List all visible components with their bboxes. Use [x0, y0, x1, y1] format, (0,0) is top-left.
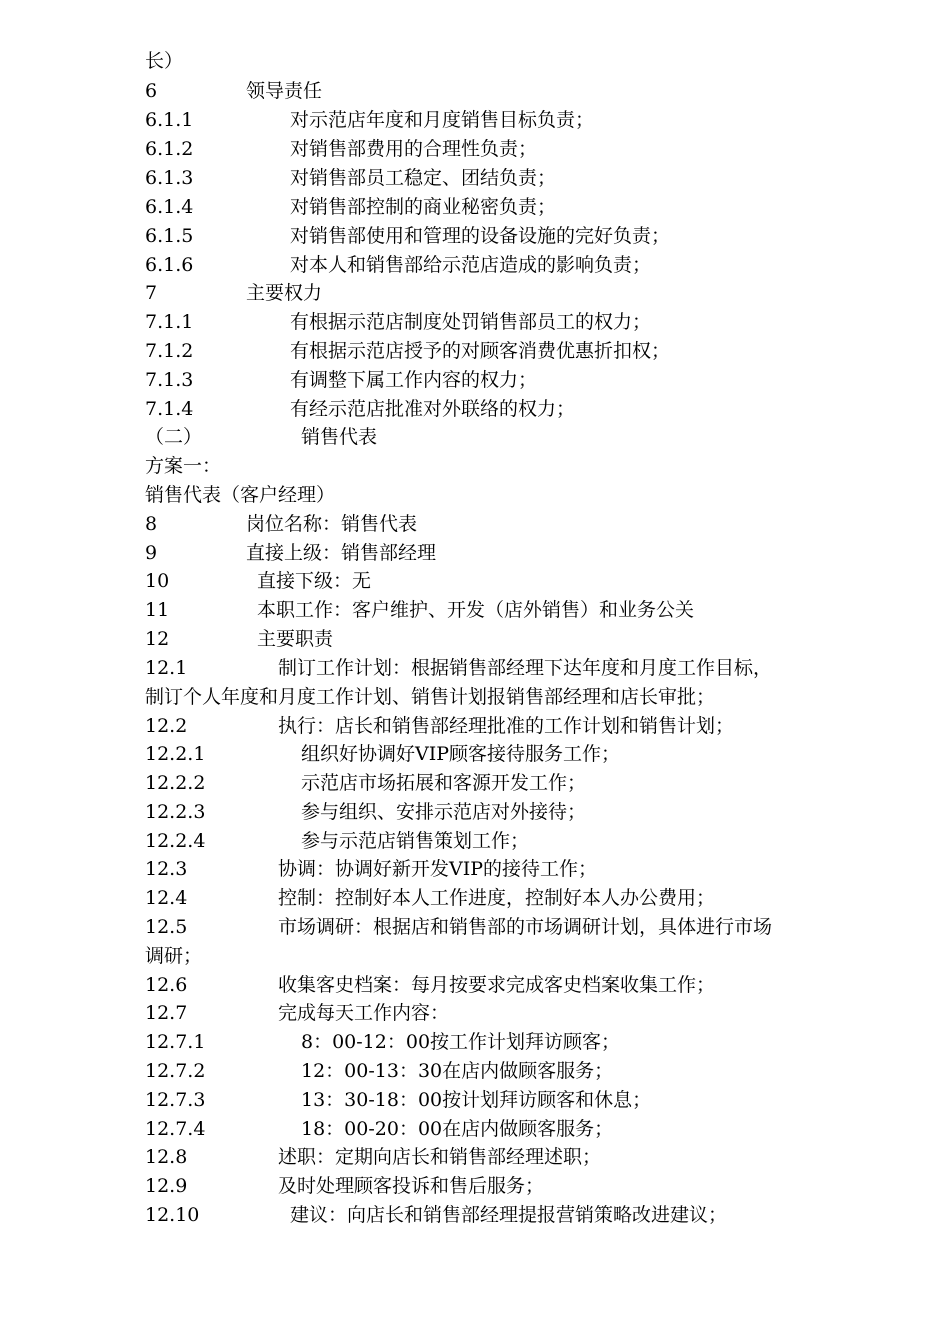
item-text: 13：30-18：00按计划拜访顾客和休息；	[301, 1089, 652, 1111]
item-number: 7.1.3	[145, 369, 194, 391]
item-number: 7.1.1	[145, 311, 194, 333]
subsection-number: （二）	[145, 426, 203, 448]
list-item	[145, 827, 529, 856]
list-item	[145, 106, 594, 135]
plan-label: 方案一：	[145, 455, 222, 477]
section-number: 11	[145, 599, 170, 621]
item-number: 12.2	[145, 715, 188, 737]
line-lead: 长）	[145, 50, 184, 72]
list-item	[145, 337, 670, 366]
item-number: 6.1.5	[145, 225, 194, 247]
item-text: 参与组织、安排示范店对外接待；	[301, 801, 587, 823]
section-heading	[145, 596, 694, 625]
list-item	[145, 1086, 651, 1115]
section-heading	[145, 510, 417, 539]
section-number: 12	[145, 628, 170, 650]
item-number: 6.1.4	[145, 196, 194, 218]
section-heading	[145, 625, 333, 654]
item-text: 示范店市场拓展和客源开发工作；	[301, 772, 587, 794]
list-item	[145, 1143, 601, 1172]
wrapped-text: 制订个人年度和月度工作计划、销售计划报销售部经理和店长审批；	[145, 686, 716, 708]
text-line	[145, 942, 202, 971]
section-title: 主要权力	[246, 282, 323, 304]
subsection-title: 销售代表	[301, 426, 378, 448]
item-number: 12.7	[145, 1002, 188, 1024]
section-title: 直接上级：销售部经理	[246, 542, 437, 564]
item-text: 收集客史档案：每月按要求完成客史档案收集工作；	[278, 974, 716, 996]
section-title: 领导责任	[246, 80, 323, 102]
list-item	[145, 1115, 613, 1144]
list-item	[145, 193, 556, 222]
list-item	[145, 884, 715, 913]
item-text: 对销售部使用和管理的设备设施的完好负责；	[290, 225, 671, 247]
list-item	[145, 222, 670, 251]
text-line	[145, 47, 183, 76]
list-item	[145, 740, 620, 769]
item-text: 对销售部员工稳定、团结负责；	[290, 167, 557, 189]
section-heading	[145, 279, 322, 308]
section-heading	[145, 77, 322, 106]
list-item	[145, 855, 597, 884]
item-text: 组织好协调好VIP顾客接待服务工作；	[301, 743, 621, 765]
item-number: 12.8	[145, 1146, 188, 1168]
section-title: 本职工作：客户维护、开发（店外销售）和业务公关	[257, 599, 695, 621]
wrapped-text: 调研；	[145, 945, 203, 967]
item-text: 控制：控制好本人工作进度，控制好本人办公费用；	[278, 887, 716, 909]
section-number: 8	[145, 513, 158, 535]
item-text: 8：00-12：00按工作计划拜访顾客；	[301, 1031, 621, 1053]
list-item	[145, 1057, 613, 1086]
list-item	[145, 251, 651, 280]
item-text: 对示范店年度和月度销售目标负责；	[290, 109, 595, 131]
item-number: 12.1	[145, 657, 188, 679]
item-number: 6.1.3	[145, 167, 194, 189]
item-text: 有根据示范店制度处罚销售部员工的权力；	[290, 311, 652, 333]
item-text: 对销售部控制的商业秘密负责；	[290, 196, 557, 218]
text-line	[145, 452, 221, 481]
section-title: 直接下级：无	[257, 570, 372, 592]
item-text: 及时处理顾客投诉和售后服务；	[278, 1175, 545, 1197]
list-item	[145, 712, 734, 741]
list-item	[145, 971, 715, 1000]
item-number: 12.7.4	[145, 1118, 206, 1140]
item-text: 对本人和销售部给示范店造成的影响负责；	[290, 254, 652, 276]
list-item	[145, 798, 586, 827]
section-number: 7	[145, 282, 158, 304]
section-heading	[145, 567, 371, 596]
item-text: 协调：协调好新开发VIP的接待工作；	[278, 858, 598, 880]
section-title: 主要职责	[257, 628, 334, 650]
list-item	[145, 164, 556, 193]
item-text: 18：00-20：00在店内做顾客服务；	[301, 1118, 614, 1140]
item-number: 12.6	[145, 974, 188, 996]
item-text: 建议：向店长和销售部经理提报营销策略改进建议；	[290, 1204, 728, 1226]
item-text: 有根据示范店授予的对顾客消费优惠折扣权；	[290, 340, 671, 362]
list-item	[145, 135, 537, 164]
list-item	[145, 654, 772, 683]
item-text: 述职：定期向店长和销售部经理述职；	[278, 1146, 602, 1168]
item-text: 制订工作计划：根据销售部经理下达年度和月度工作目标，	[278, 657, 773, 679]
section-number: 6	[145, 80, 158, 102]
section-number: 9	[145, 542, 158, 564]
item-text: 有经示范店批准对外联络的权力；	[290, 398, 576, 420]
item-number: 12.9	[145, 1175, 188, 1197]
item-number: 12.7.1	[145, 1031, 206, 1053]
item-number: 12.7.2	[145, 1060, 206, 1082]
item-number: 12.2.4	[145, 830, 206, 852]
list-item	[145, 308, 651, 337]
list-item	[145, 1028, 620, 1057]
list-item	[145, 1201, 727, 1230]
item-text: 对销售部费用的合理性负责；	[290, 138, 538, 160]
text-line	[145, 683, 715, 712]
item-text: 参与示范店销售策划工作；	[301, 830, 530, 852]
item-text: 12：00-13：30在店内做顾客服务；	[301, 1060, 614, 1082]
list-item	[145, 913, 772, 942]
list-item	[145, 769, 586, 798]
list-item	[145, 1172, 544, 1201]
item-number: 7.1.2	[145, 340, 194, 362]
item-text: 市场调研：根据店和销售部的市场调研计划，具体进行市场	[278, 916, 773, 938]
item-text: 有调整下属工作内容的权力；	[290, 369, 538, 391]
section-heading	[145, 539, 436, 568]
item-number: 12.4	[145, 887, 188, 909]
item-number: 12.2.3	[145, 801, 206, 823]
item-number: 12.5	[145, 916, 188, 938]
item-text: 完成每天工作内容：	[278, 1002, 450, 1024]
list-item	[145, 999, 449, 1028]
item-number: 6.1.2	[145, 138, 194, 160]
text-line	[145, 481, 335, 510]
item-number: 12.2.1	[145, 743, 206, 765]
item-number: 12.3	[145, 858, 188, 880]
item-number: 7.1.4	[145, 398, 194, 420]
item-number: 12.2.2	[145, 772, 206, 794]
item-text: 执行：店长和销售部经理批准的工作计划和销售计划；	[278, 715, 735, 737]
section-number: 10	[145, 570, 170, 592]
subsection-heading	[145, 423, 377, 452]
item-number: 6.1.6	[145, 254, 194, 276]
item-number: 12.10	[145, 1204, 200, 1226]
position-title: 销售代表（客户经理）	[145, 484, 336, 506]
item-number: 12.7.3	[145, 1089, 206, 1111]
section-title: 岗位名称：销售代表	[246, 513, 418, 535]
list-item	[145, 366, 537, 395]
item-number: 6.1.1	[145, 109, 194, 131]
list-item	[145, 395, 575, 424]
